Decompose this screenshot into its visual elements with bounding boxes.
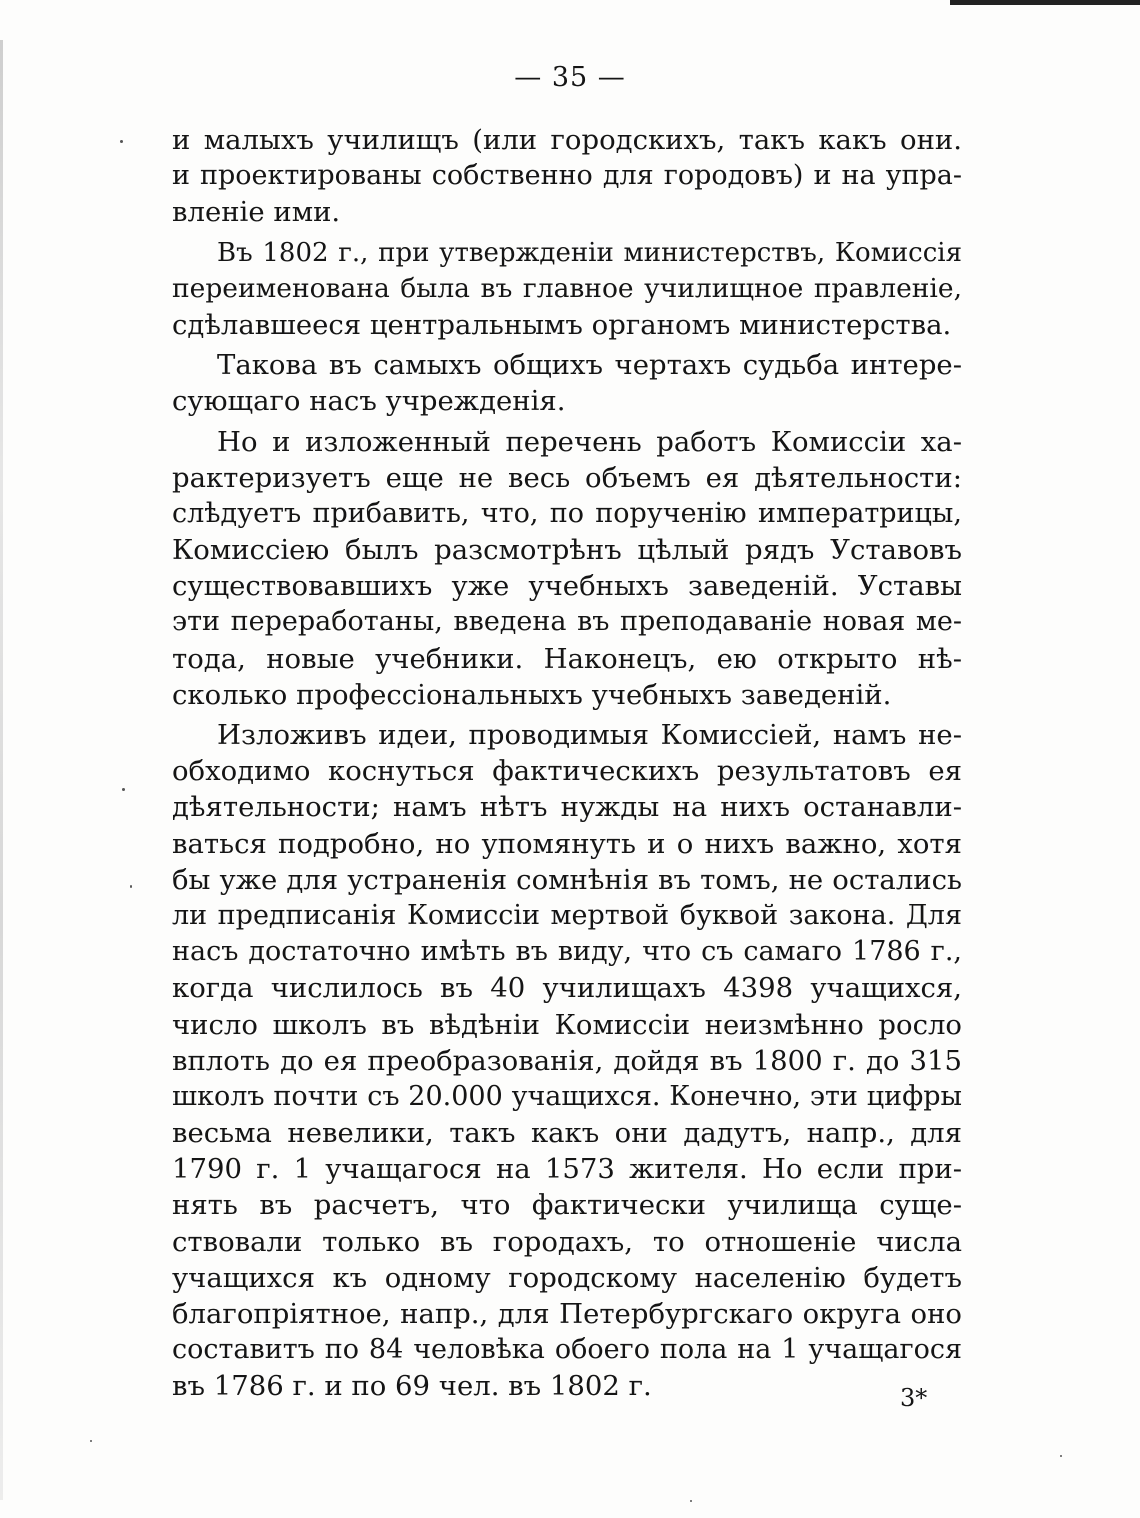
text-line: когда числилось въ 40 училищахъ 4398 учащихся, (172, 972, 962, 1005)
text-line: Но и изложенный перечень работъ Комиссіи ха- (217, 425, 962, 458)
text-line: ли предписанія Комиссіи мертвой буквой закона. Для (172, 899, 962, 931)
scan-speck (1060, 1455, 1062, 1457)
text-line: рактеризуетъ еще не весь объемъ ея дѣятельности: (172, 461, 962, 494)
text-line: Такова въ самыхъ общихъ чертахъ судьба интере- (217, 349, 962, 382)
signature-mark: 3* (900, 1384, 928, 1412)
text-line: 1790 г. 1 учащагося на 1573 жителя. Но если при- (172, 1153, 962, 1186)
scan-speck (120, 140, 123, 143)
text-line: ствовали только въ городахъ, то отношеніе числа (172, 1225, 962, 1258)
scan-speck (90, 1440, 92, 1442)
scan-left-edge (0, 40, 3, 1500)
scan-edge-mark (950, 0, 1140, 5)
scan-speck (122, 788, 125, 791)
text-line: сколько профессіональныхъ учебныхъ заведеній. (172, 678, 892, 711)
page-number: — 35 — (514, 62, 626, 93)
text-line: слѣдуетъ прибавить, что, по порученію императрицы, (172, 497, 962, 529)
scan-speck (690, 1500, 692, 1502)
paragraph (172, 424, 962, 714)
paragraph (172, 235, 962, 344)
scan-speck (130, 885, 132, 888)
text-line: Изложивъ идеи, проводимыя Комиссіей, намъ не- (217, 719, 962, 751)
text-line: благопріятное, напр., для Петербургскаго округа оно (172, 1298, 962, 1330)
text-line: дѣятельности; намъ нѣтъ нужды на нихъ останавли- (172, 791, 962, 824)
text-line: существовавшихъ уже учебныхъ заведеній. Уставы (172, 570, 962, 603)
text-line: составитъ по 84 человѣка обоего пола на 1 учащагося (172, 1334, 962, 1366)
paragraph (172, 717, 962, 1405)
text-line: и проектированы собственно для городовъ) и на упра- (172, 160, 962, 192)
paragraph (172, 122, 962, 231)
text-line: и малыхъ училищъ (или городскихъ, такъ какъ они. (172, 124, 962, 156)
text-line: вленіе ими. (172, 196, 341, 229)
text-line: ваться подробно, но упомянуть и о нихъ важно, хотя (172, 827, 962, 860)
text-line: тода, новые учебники. Наконецъ, ею открыто нѣ- (172, 642, 962, 675)
text-line: весьма невелики, такъ какъ они дадутъ, напр., для (172, 1117, 962, 1150)
text-line: переименована была въ главное училищное правленіе, (172, 272, 962, 304)
text-line: эти переработаны, введена въ преподаваніе новая ме- (172, 606, 962, 638)
text-line: учащихся къ одному городскому населенію будетъ (172, 1261, 962, 1294)
body-text (172, 122, 962, 1405)
text-line: Въ 1802 г., при утвержденіи министерствъ, Комиссія (217, 237, 962, 268)
text-line: нять въ расчетъ, что фактически училища суще- (172, 1189, 962, 1222)
text-line: вплоть до ея преобразованія, дойдя въ 1800 г. до 315 (172, 1044, 962, 1077)
text-line: бы уже для устраненія сомнѣнія въ томъ, не остались (172, 863, 962, 896)
text-line: школъ почти съ 20.000 учащихся. Конечно, эти цифры (172, 1080, 962, 1112)
text-line: насъ достаточно имѣть въ виду, что съ самаго 1786 г., (172, 936, 962, 968)
text-line: обходимо коснуться фактическихъ результатовъ ея (172, 755, 962, 788)
text-line: Комиссіею былъ разсмотрѣнъ цѣлый рядъ Уставовъ (172, 534, 962, 567)
text-line: сдѣлавшееся центральнымъ органомъ министерства. (172, 308, 952, 341)
text-line: въ 1786 г. и по 69 чел. въ 1802 г. (172, 1370, 652, 1403)
text-line: число школъ въ вѣдѣніи Комиссіи неизмѣнно росло (172, 1008, 962, 1041)
text-line: сующаго насъ учрежденія. (172, 385, 566, 418)
paragraph (172, 347, 962, 419)
